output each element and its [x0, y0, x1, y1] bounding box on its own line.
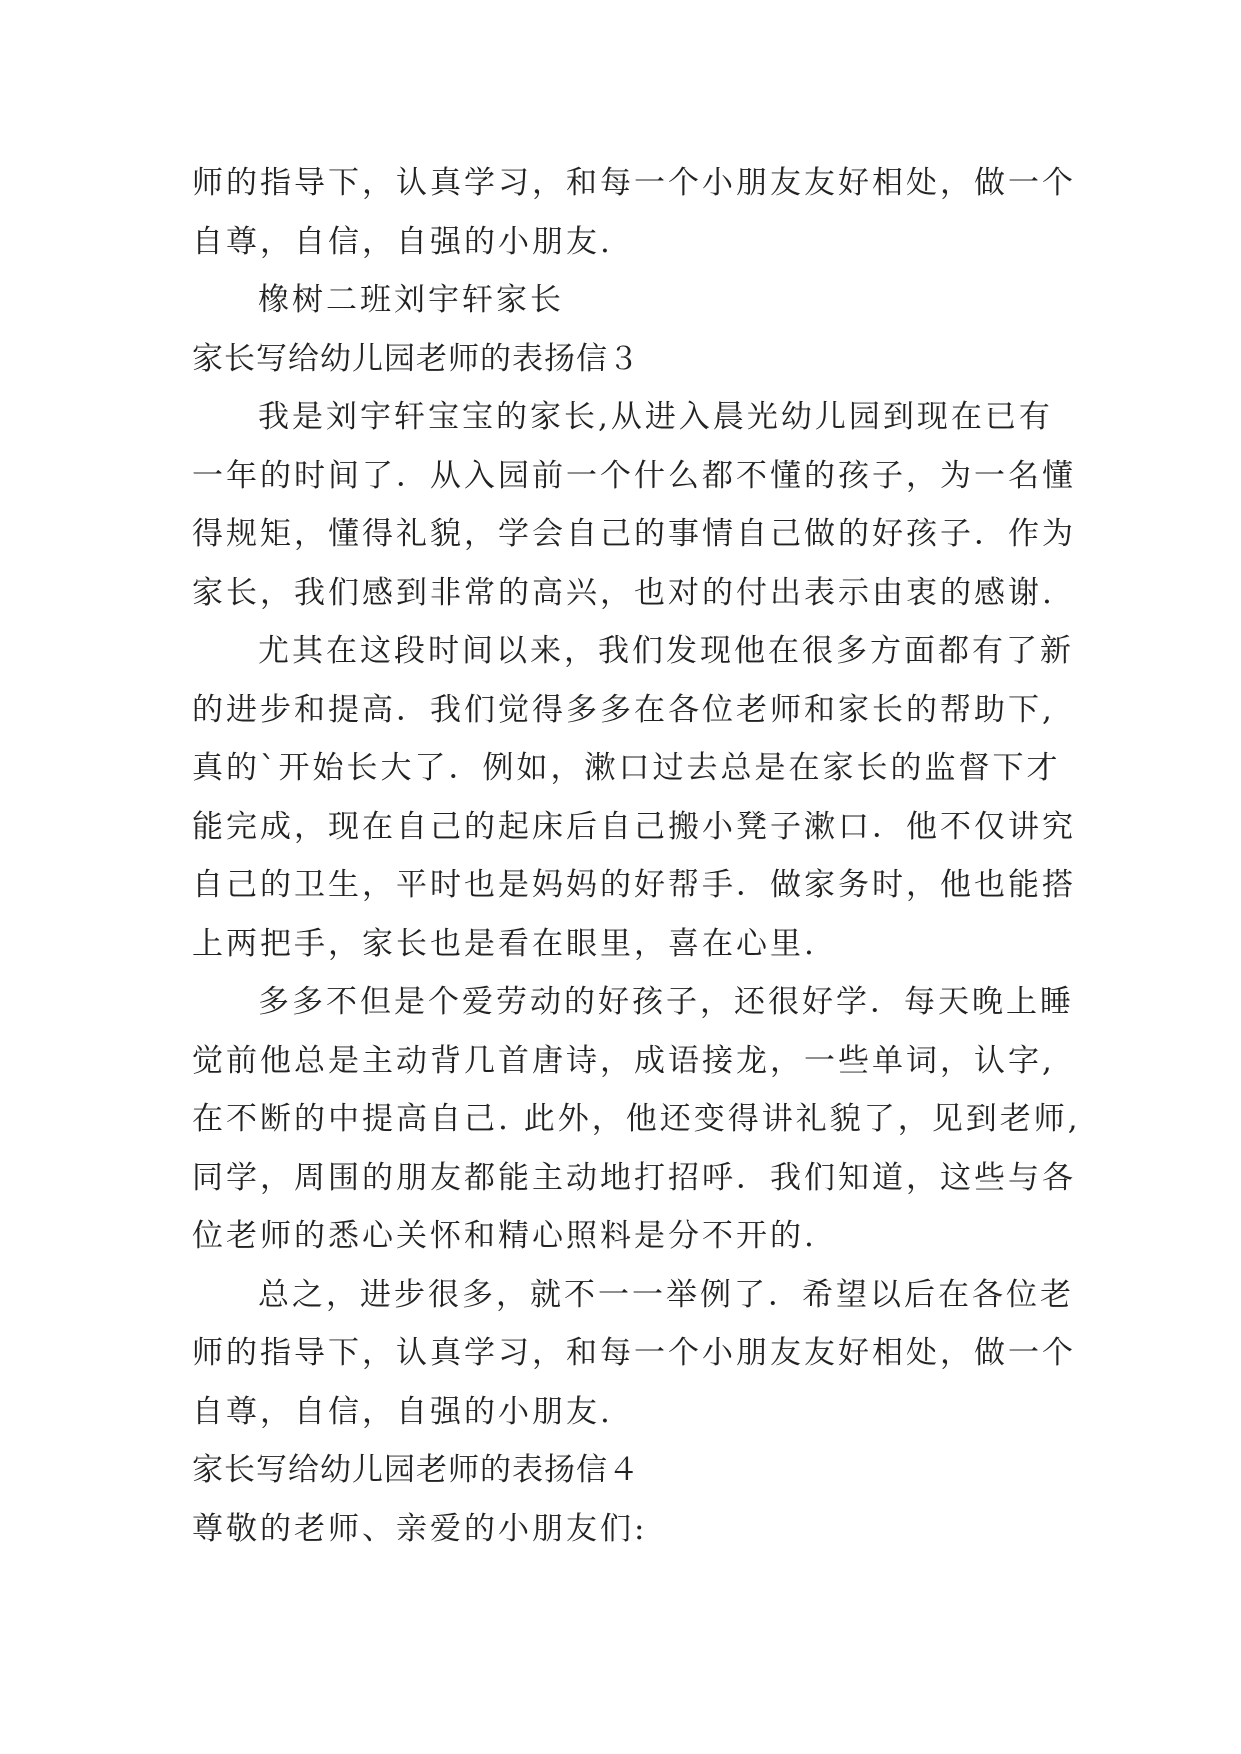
- paragraph-first-line: 我是刘宇轩宝宝的家长,从进入晨光幼儿园到现在已有: [258, 399, 1053, 435]
- section-heading: 家长写给幼儿园老师的表扬信３: [192, 340, 640, 377]
- text-line: 家长，我们感到非常的高兴，也对的付出表示由衷的感谢.: [192, 574, 1055, 611]
- text-line: 自尊，自信，自强的小朋友.: [192, 223, 613, 260]
- text-line: 师的指导下，认真学习，和每一个小朋友友好相处，做一个: [192, 165, 1076, 201]
- text-line: 真的`开始长大了．例如，漱口过去总是在家长的监督下才: [192, 750, 1061, 786]
- text-line: 同学，周围的朋友都能主动地打招呼．我们知道，这些与各: [192, 1159, 1076, 1196]
- document-body: [192, 154, 1081, 1558]
- signature-line: 橡树二班刘宇轩家长: [258, 282, 564, 318]
- text-line: 尊敬的老师、亲爱的小朋友们:: [192, 1510, 648, 1547]
- paragraph-first-line: 尤其在这段时间以来，我们发现他在很多方面都有了新: [258, 633, 1074, 669]
- text-line: 能完成，现在自己的起床后自己搬小凳子漱口．他不仅讲究: [192, 808, 1076, 845]
- text-line: 觉前他总是主动背几首唐诗，成语接龙，一些单词，认字,: [192, 1042, 1055, 1079]
- section-heading: 家长写给幼儿园老师的表扬信４: [192, 1452, 640, 1488]
- text-line: 在不断的中提高自己. 此外，他还变得讲礼貌了，见到老师,: [192, 1101, 1081, 1137]
- text-line: 得规矩，懂得礼貌，学会自己的事情自己做的好孩子．作为: [192, 516, 1076, 552]
- text-line: 的进步和提高．我们觉得多多在各位老师和家长的帮助下,: [192, 691, 1055, 728]
- paragraph-first-line: 多多不但是个爱劳动的好孩子，还很好学．每天晚上睡: [258, 984, 1074, 1020]
- text-line: 师的指导下，认真学习，和每一个小朋友友好相处，做一个: [192, 1335, 1076, 1371]
- text-line: 自己的卫生，平时也是妈妈的好帮手．做家务时，他也能搭: [192, 867, 1076, 903]
- text-line: 一年的时间了．从入园前一个什么都不懂的孩子，为一名懂: [192, 457, 1076, 494]
- text-line: 位老师的悉心关怀和精心照料是分不开的.: [192, 1218, 817, 1254]
- text-line: 上两把手，家长也是看在眼里，喜在心里.: [192, 925, 817, 962]
- text-line: 自尊，自信，自强的小朋友.: [192, 1393, 613, 1430]
- paragraph-first-line: 总之，进步很多，就不一一举例了．希望以后在各位老: [258, 1276, 1074, 1313]
